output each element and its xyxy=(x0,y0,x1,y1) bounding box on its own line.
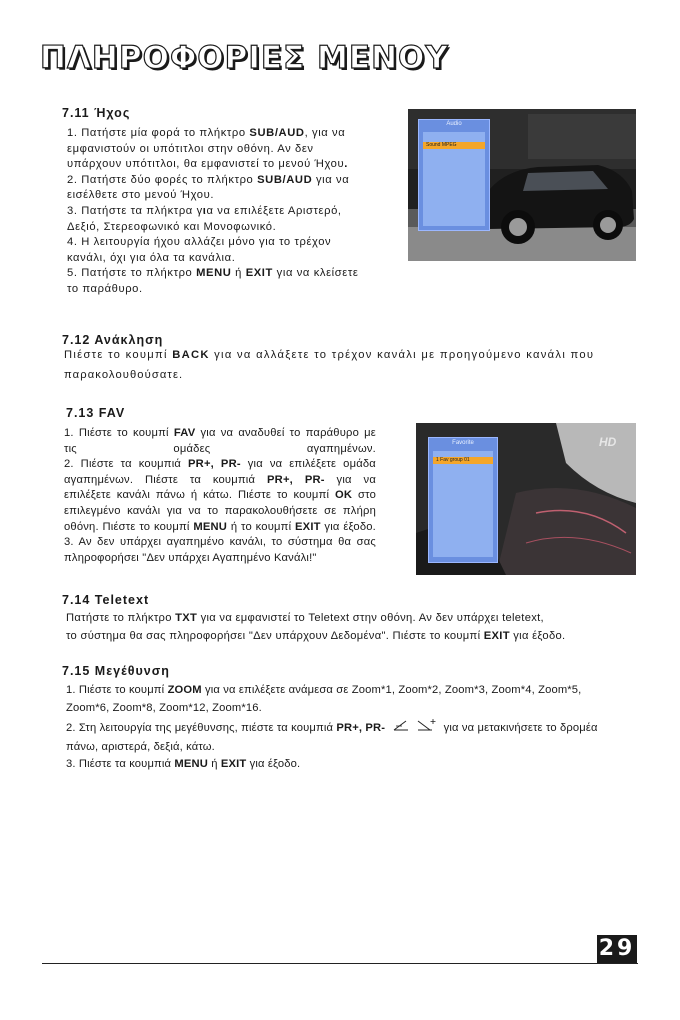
section-body-7-14: Πατήστε το πλήκτρο TXT για να εμφανιστεί το Teletext στην οθόνη. Αν δεν υπάρχει teletext, το σύστημα θα σας πληροφορήσει "Δεν υπάρχουν Δεδομένα". Πιέστε το κουμπί EXIT για έξοδο. xyxy=(66,612,566,642)
text-line: 2. Πατήστε δύο φορές το πλήκτρο SUB/AUD για να xyxy=(67,173,350,186)
section-heading-7-14: 7.14 Teletext xyxy=(62,593,150,607)
text-line: 4. Η λειτουργία ήχου αλλάζει μόνο για το τρέχον xyxy=(67,236,332,249)
favorite-menu-selected-item: 1 Fav group 01 xyxy=(433,457,493,464)
section-body-7-15: 1. Πιέστε το κουμπί ZOOM για να επιλέξετε ανάμεσα σε Zoom*1, Zoom*2, Zoom*3, Zoom*4, Zoom*5, Zoom*6, Zoom*8, Zoom*12, Zoom*16. 2. Στη λειτουργία της μεγέθυνσης, πιέστε τα κουμπιά PR+, PR- για να μετακινήσετε το δρομέα πάνω, αριστερά, δεξιά, κάτω. 3. Πιέστε τα κουμπιά MENU ή EXIT για έξοδο. xyxy=(66,684,598,771)
footer-rule xyxy=(42,963,638,964)
audio-menu-title: Audio xyxy=(446,121,462,127)
text-line: οθόνη. Πιέστε το κουμπί MENU ή το κουμπί EXIT για έξοδο. xyxy=(64,520,376,533)
text-line: εισέλθετε στο μενού Ήχου. xyxy=(67,189,215,202)
favorite-menu-screenshot xyxy=(416,423,636,575)
text-line: αγαπημένων. Πιέστε τα κουμπιά PR+, PR- για να xyxy=(64,473,376,486)
channel-up-down-icon xyxy=(388,718,440,738)
audio-menu-panel xyxy=(418,119,490,231)
favorite-menu-panel xyxy=(428,437,498,563)
hd-logo: HD xyxy=(599,435,617,449)
page-number: 29 xyxy=(598,936,636,961)
section-heading-7-13: 7.13 FAV xyxy=(66,406,126,420)
text-line: 5. Πατήστε το πλήκτρο MENU ή EXIT για να κλείσετε xyxy=(67,267,359,280)
text-line: 1. Πιέστε το κουμπί FAV για να αναδυθεί το παράθυρο με xyxy=(64,427,376,439)
text-line: 1. Πατήστε μία φορά το πλήκτρο SUB/AUD, για να xyxy=(67,127,346,139)
text-line: τις ομάδες αγαπημένων. xyxy=(64,442,376,455)
section-heading-7-15: 7.15 Μεγέθυνση xyxy=(62,664,170,678)
text-line: 3. Αν δεν υπάρχει αγαπημένο κανάλι, το σύστημα θα σας xyxy=(64,536,376,549)
audio-menu-list xyxy=(423,132,485,226)
text-line: εμφανιστούν οι υπότιτλοι στην οθόνη. Αν δεν xyxy=(67,142,314,155)
favorite-menu-title: Favorite xyxy=(452,440,474,446)
audio-menu-screenshot xyxy=(408,109,636,261)
section-body-7-13 xyxy=(64,426,376,566)
section-body-7-11 xyxy=(67,126,387,298)
text-line: Δεξιό, Στερεοφωνικό και Μονοφωνικό. xyxy=(67,220,277,233)
page-title: ΠΛΗΡΟΦΟΡΙΕΣ ΜΕΝΟΥ xyxy=(40,40,449,76)
text-line: πληροφορήσει "Δεν υπάρχει Αγαπημένο Κανάλι!" xyxy=(64,551,317,564)
text-line: επιλέξετε κανάλι πάνω ή κάτω. Πιέστε το κουμπί OK στο xyxy=(64,489,376,502)
text-line: το παράθυρο. xyxy=(67,282,143,295)
text-line: υπάρχουν υπότιτλοι, θα εμφανιστεί το μενού Ήχου. xyxy=(67,158,348,171)
section-body-7-12: Πιέστε το κουμπί BACK για να αλλάξετε το τρέχον κανάλι με προηγούμενο κανάλι που παρακολουθούσατε. xyxy=(64,349,595,381)
text-line: 2. Πιέστε τα κουμπιά PR+, PR- για να επιλέξετε ομάδα xyxy=(64,458,376,471)
section-heading-7-11: 7.11 Ήχος xyxy=(62,106,131,120)
audio-menu-selected-item: Sound MPEG xyxy=(423,142,485,149)
favorite-menu-list xyxy=(433,451,493,557)
section-heading-7-12: 7.12 Ανάκληση xyxy=(62,333,164,347)
text-line: επιλεγμένο κανάλι για να το παρακολουθήσετε σε πλήρη xyxy=(64,504,376,517)
text-line: κανάλι, όχι για όλα τα κανάλια. xyxy=(67,251,236,264)
text-line: 3. Πατήστε τα πλήκτρα για να επιλέξετε Αριστερό, xyxy=(67,204,342,217)
